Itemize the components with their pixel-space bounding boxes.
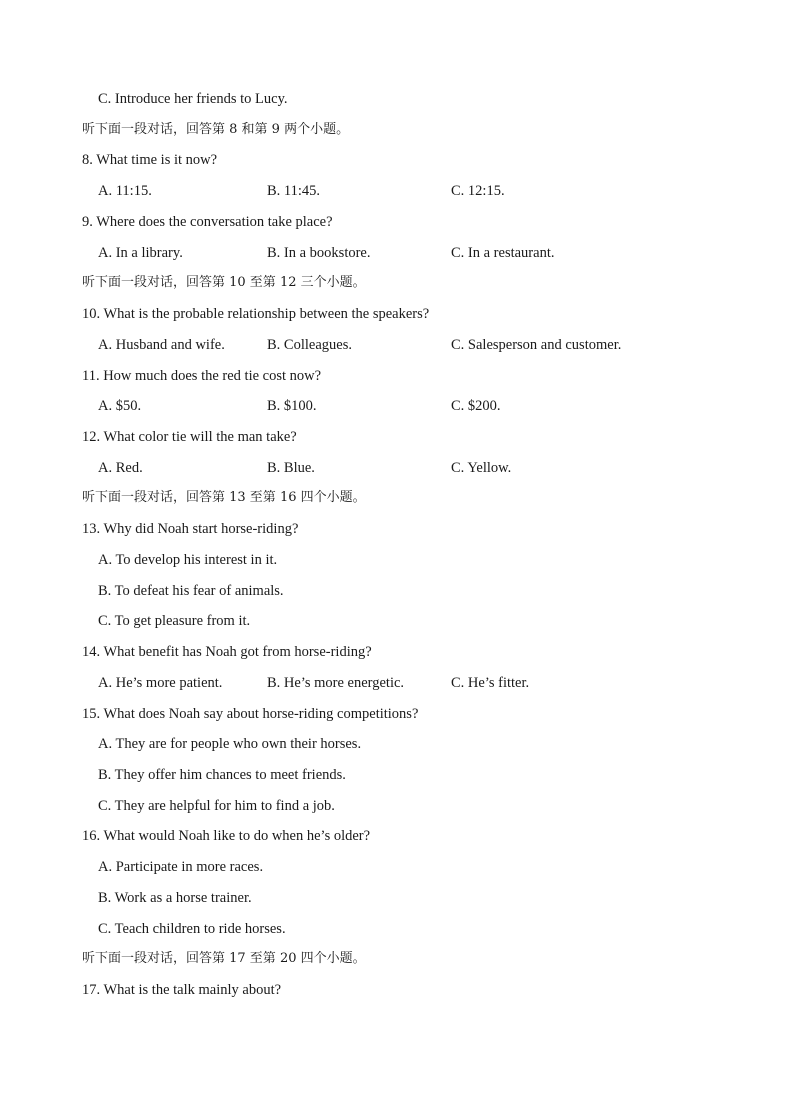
option-b: B. $100.	[267, 398, 317, 414]
question-stem: 17. What is the talk mainly about?	[82, 982, 282, 998]
option-a: A. To develop his interest in it.	[98, 552, 278, 568]
question-stem: 8. What time is it now?	[82, 152, 218, 168]
option-a: A. He’s more patient.	[98, 675, 223, 691]
option-a: A. Participate in more races.	[98, 859, 264, 875]
section-instruction: 听下面一段对话，回答第 10 至第 12 三个小题。	[82, 275, 366, 290]
option-b: B. To defeat his fear of animals.	[98, 583, 284, 599]
option-b: B. Colleagues.	[267, 337, 352, 353]
option-c: C. Yellow.	[451, 460, 512, 476]
section-instruction: 听下面一段对话，回答第 8 和第 9 两个小题。	[82, 122, 350, 137]
section-instruction: 听下面一段对话，回答第 13 至第 16 四个小题。	[82, 490, 366, 505]
question-stem: 9. Where does the conversation take place?	[82, 214, 333, 230]
option-a: A. In a library.	[98, 245, 183, 261]
option-a: A. Red.	[98, 460, 143, 476]
option-b: B. Work as a horse trainer.	[98, 890, 252, 906]
option-b: B. They offer him chances to meet friends.	[98, 767, 346, 783]
option-a: A. They are for people who own their horses.	[98, 736, 362, 752]
option-a: A. $50.	[98, 398, 142, 414]
option-a: A. Husband and wife.	[98, 337, 225, 353]
option-b: B. 11:45.	[267, 183, 321, 199]
option-b: B. Blue.	[267, 460, 315, 476]
option-b: B. In a bookstore.	[267, 245, 371, 261]
question-stem: 11. How much does the red tie cost now?	[82, 368, 322, 384]
option-c: C. Salesperson and customer.	[451, 337, 622, 353]
question-stem: 13. Why did Noah start horse-riding?	[82, 521, 299, 537]
question-stem: 15. What does Noah say about horse-riding competitions?	[82, 706, 419, 722]
option-b: B. He’s more energetic.	[267, 675, 405, 691]
option-a: A. 11:15.	[98, 183, 152, 199]
question-stem: 10. What is the probable relationship between the speakers?	[82, 306, 430, 322]
option-c: C. He’s fitter.	[451, 675, 530, 691]
option-c: C. They are helpful for him to find a job.	[98, 798, 335, 814]
section-instruction: 听下面一段对话，回答第 17 至第 20 四个小题。	[82, 951, 366, 966]
option-c: C. 12:15.	[451, 183, 505, 199]
question-stem: 16. What would Noah like to do when he’s older?	[82, 828, 371, 844]
option-c: C. In a restaurant.	[451, 245, 555, 261]
option-c: C. Teach children to ride horses.	[98, 921, 286, 937]
option-c: C. $200.	[451, 398, 501, 414]
question-stem: 12. What color tie will the man take?	[82, 429, 297, 445]
option-c: C. Introduce her friends to Lucy.	[98, 91, 288, 107]
question-stem: 14. What benefit has Noah got from horse-riding?	[82, 644, 372, 660]
option-c: C. To get pleasure from it.	[98, 613, 251, 629]
